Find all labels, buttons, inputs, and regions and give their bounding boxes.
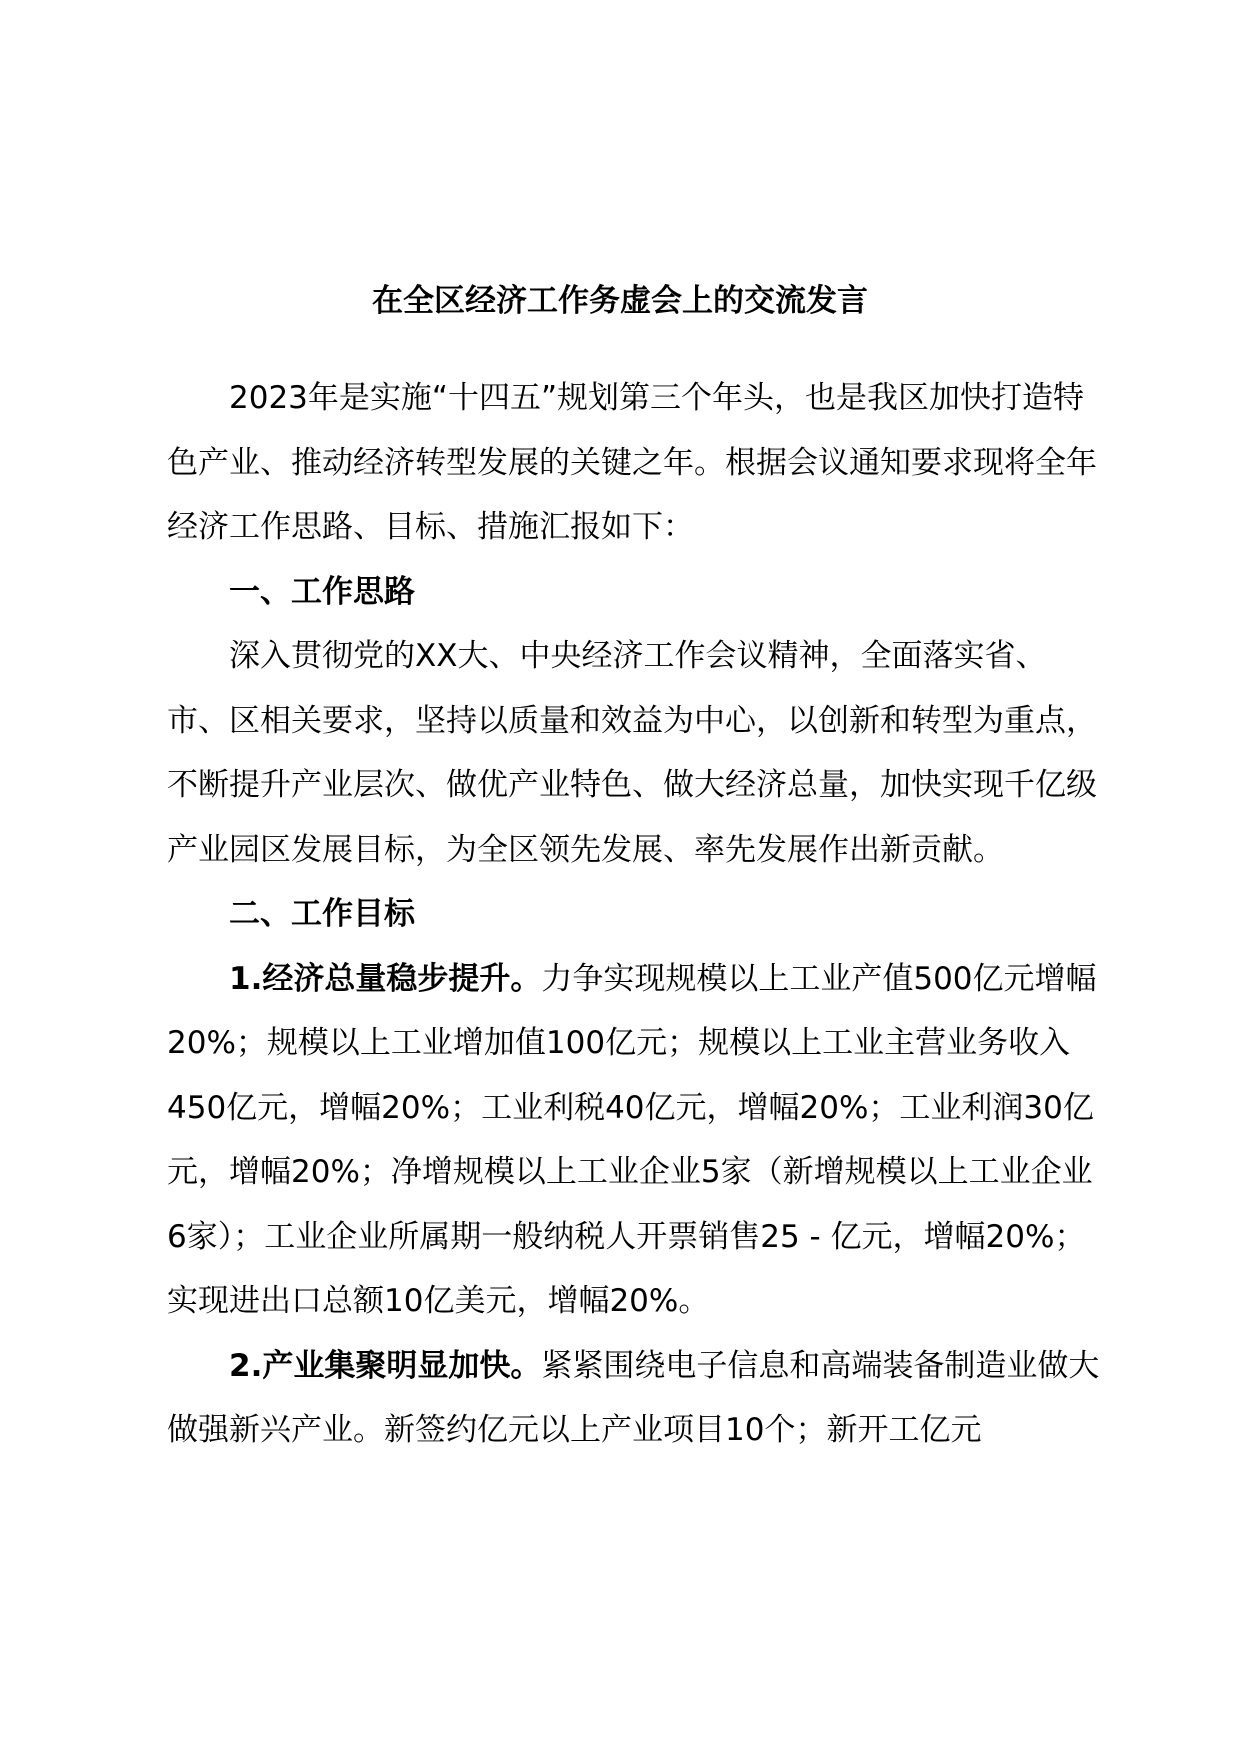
goal-item-1-text: 力争实现规模以上工业产值500亿元增幅20%；规模以上工业增加值100亿元；规模以上工业主营业务收入450亿元，增幅20%；工业利税40亿元，增幅20%；工业利润30亿元，增幅20%；净增规模以上工业企业5家（新增规模以上工业企业6家）；工业企业所属期一般纳税人开票销售25 - 亿元，增幅20%；实现进出口总额10亿美元，增幅20%。: [167, 960, 1097, 1319]
document-body: [167, 366, 1107, 1463]
goal-item-2: [167, 1334, 1107, 1463]
section-heading-work-goals: 二、工作目标: [229, 896, 415, 932]
goal-item-1-lead: 1.经济总量稳步提升。: [229, 960, 542, 997]
goal-item-2-text: 紧紧围绕电子信息和高端装备制造业做大做强新兴产业。新签约亿元以上产业项目10个；新开工亿元: [167, 1347, 1100, 1448]
section-heading-work-ideas: 一、工作思路: [229, 573, 415, 610]
goal-item-1: [167, 947, 1107, 1334]
goal-item-2-lead: 2.产业集聚明显加快。: [229, 1347, 542, 1384]
work-ideas-paragraph: 深入贯彻党的XX大、中央经济工作会议精神，全面落实省、市、区相关要求，坚持以质量和效益为中心，以创新和转型为重点，不断提升产业层次、做优产业特色、做大经济总量，加快实现千亿级产业园区发展目标，为全区领先发展、率先发展作出新贡献。: [167, 638, 1097, 868]
intro-paragraph: 2023年是实施“十四五”规划第三个年头，也是我区加快打造特色产业、推动经济转型发展的关键之年。根据会议通知要求现将全年经济工作思路、目标、措施汇报如下：: [167, 380, 1097, 545]
document-title: 在全区经济工作务虚会上的交流发言: [372, 283, 868, 319]
